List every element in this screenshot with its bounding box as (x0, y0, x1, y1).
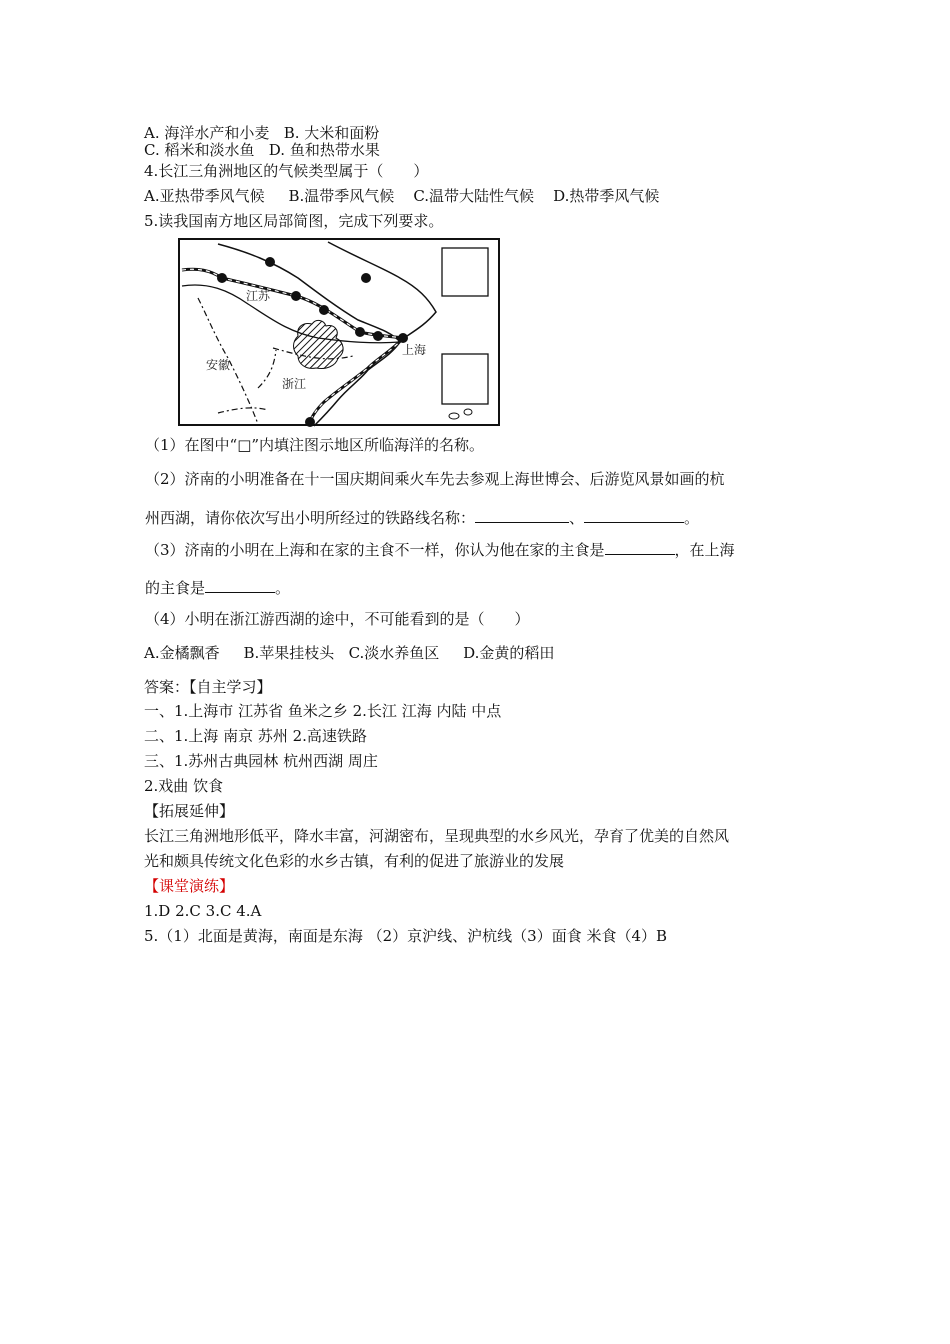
q5-part-3-mid: ，在上海 (674, 541, 735, 559)
answers-line-1: 一、1.上海市 江苏省 鱼米之乡 2.长江 江海 内陆 中点 (144, 702, 502, 720)
city-dot-shanghai (398, 333, 408, 343)
city-dot (217, 273, 227, 283)
label-anhui: 安徽 (206, 358, 231, 372)
answer-blank-2[interactable] (584, 508, 684, 523)
q5-part-2-line-1: （2）济南的小明准备在十一国庆期间乘火车先去参观上海世博会、后游览风景如画的杭 (145, 470, 725, 488)
q3-option-b: B. 大米和面粉 (283, 124, 380, 142)
q5-part-3-end: 。 (275, 579, 291, 597)
q5-p4-option-a: A.金橘飘香 (144, 644, 220, 662)
class-practice-line-1: 1.D 2.C 3.C 4.A (144, 902, 262, 920)
label-shanghai: 上海 (402, 343, 427, 357)
q4-option-d: D.热带季风气候 (553, 187, 660, 205)
q3-option-row-2 (144, 141, 380, 159)
extension-heading: 【拓展延伸】 (144, 802, 235, 820)
answers-line-4: 2.戏曲 饮食 (144, 777, 224, 795)
region-map (178, 238, 502, 428)
class-practice-line-2: 5.（1）北面是黄海，南面是东海 （2）京沪线、沪杭线（3）面食 米食（4）B (144, 927, 668, 945)
q5-p4-option-c: C.淡水养鱼区 (348, 644, 440, 662)
q5-part-3-text-2: 的主食是 (145, 579, 206, 597)
answers-heading: 答案：【自主学习】 (144, 678, 272, 696)
q4-option-c: C.温带大陆性气候 (413, 187, 535, 205)
q5-part-2-line-2 (145, 508, 699, 527)
q5-part-4-options (144, 644, 554, 662)
answers-line-2: 二、1.上海 南京 苏州 2.高速铁路 (144, 727, 367, 745)
city-dot (319, 305, 329, 315)
q5-stem: 5.读我国南方地区局部简图，完成下列要求。 (144, 212, 444, 230)
q4-stem: 4.长江三角洲地区的气候类型属于（ ） (144, 162, 429, 180)
q5-part-2-text: 州西湖，请你依次写出小明所经过的铁路线名称： (145, 509, 476, 527)
answer-blank-3[interactable] (605, 540, 675, 555)
sea-box-south (442, 354, 488, 404)
extension-line-1: 长江三角洲地形低平，降水丰富，河湖密布，呈现典型的水乡风光，孕育了优美的自然风 (144, 827, 730, 845)
city-dot (361, 273, 371, 283)
class-practice-heading: 【课堂演练】 (144, 877, 235, 895)
city-dot (291, 291, 301, 301)
answer-blank-4[interactable] (205, 578, 275, 593)
q3-option-c: C. 稻米和淡水鱼 (144, 141, 255, 159)
extension-line-2: 光和颇具传统文化色彩的水乡古镇，有利的促进了旅游业的发展 (144, 852, 565, 870)
city-dot (355, 327, 365, 337)
q3-option-row-1 (144, 124, 379, 142)
q5-part-4: （4）小明在浙江游西湖的途中，不可能看到的是（ ） (145, 610, 530, 628)
q5-part-2-separator: 、 (569, 509, 585, 527)
q4-option-a: A.亚热带季风气候 (144, 187, 265, 205)
label-zhejiang: 浙江 (282, 377, 307, 391)
q5-part-3-line-2 (145, 578, 290, 597)
q4-option-b: B.温带季风气候 (288, 187, 395, 205)
q5-part-3-text: （3）济南的小明在上海和在家的主食不一样，你认为他在家的主食是 (145, 541, 605, 559)
city-dot (265, 257, 275, 267)
q5-p4-option-b: B.苹果挂枝头 (243, 644, 335, 662)
q5-p4-option-d: D.金黄的稻田 (463, 644, 555, 662)
q5-part-3-line-1 (145, 540, 735, 559)
city-dot-hangzhou (305, 417, 315, 427)
label-jiangsu: 江苏 (246, 289, 271, 303)
q4-options (144, 187, 659, 205)
city-dot (373, 331, 383, 341)
q5-part-1: （1）在图中“□”内填注图示地区所临海洋的名称。 (145, 436, 485, 454)
answer-blank-1[interactable] (475, 508, 569, 523)
sea-box-north (442, 248, 488, 296)
q3-option-d: D. 鱼和热带水果 (268, 141, 380, 159)
q5-part-2-end: 。 (684, 509, 700, 527)
q3-option-a: A. 海洋水产和小麦 (144, 124, 270, 142)
answers-line-3: 三、1.苏州古典园林 杭州西湖 周庄 (144, 752, 378, 770)
